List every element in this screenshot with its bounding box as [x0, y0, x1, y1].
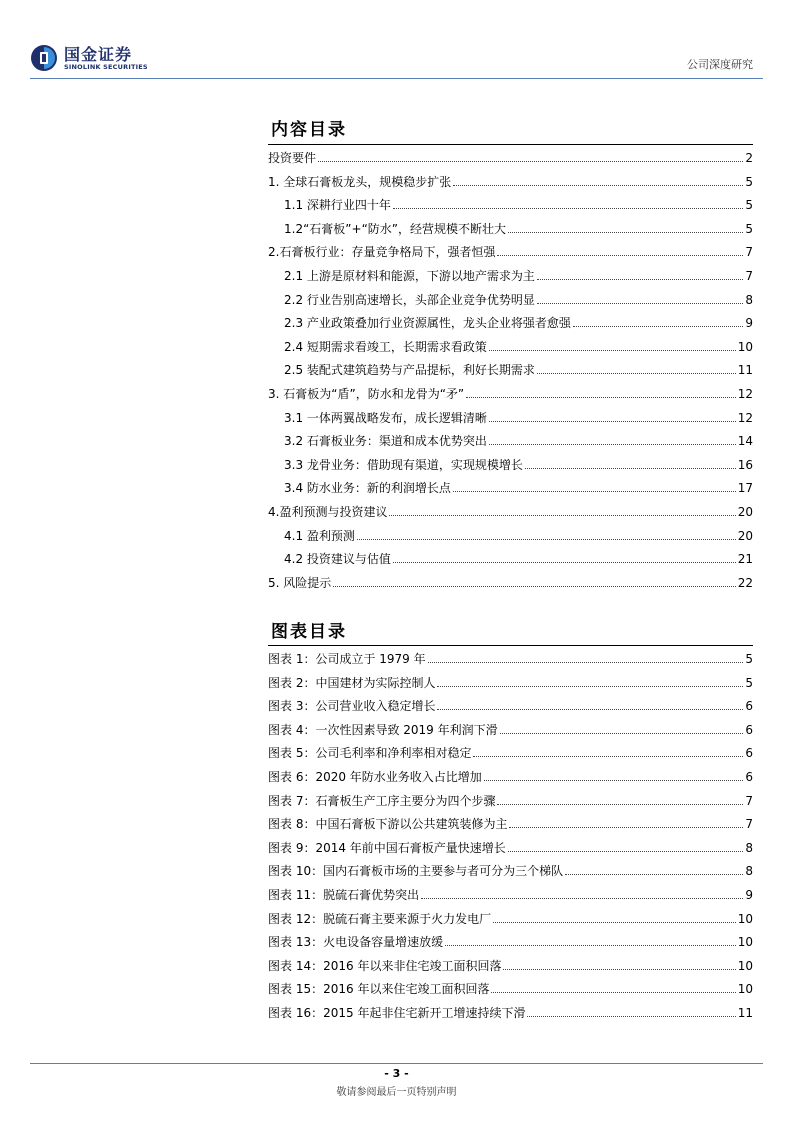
entry-page-number: 17	[737, 481, 753, 496]
figure-entry[interactable]	[268, 929, 753, 949]
entry-page-number: 5	[745, 198, 753, 213]
toc-entry[interactable]	[284, 310, 753, 330]
entry-page-number: 12	[737, 387, 753, 401]
entry-page-number: 10	[737, 911, 753, 926]
entry-page-number: 14	[737, 434, 753, 449]
dot-leader	[428, 662, 744, 663]
dot-leader	[497, 804, 743, 805]
entry-label: 4.1 盈利预测	[284, 528, 355, 543]
entry-label: 1.1 深耕行业四十年	[284, 198, 391, 213]
entry-page-number: 11	[737, 363, 753, 378]
entry-label: 图表 8：中国石膏板下游以公共建筑装修为主	[268, 817, 508, 832]
report-type: 公司深度研究	[687, 58, 753, 71]
entry-page-number: 5	[745, 652, 753, 666]
dot-leader	[333, 586, 735, 587]
toc-entry[interactable]	[284, 475, 753, 495]
entry-label: 2.5 装配式建筑趋势与产品提标，利好长期需求	[284, 363, 535, 378]
entry-label: 图表 4：一次性因素导致 2019 年利润下滑	[268, 722, 498, 737]
figure-entry[interactable]	[268, 835, 753, 855]
entry-label: 图表 13：火电设备容量增速放缓	[268, 935, 444, 950]
entry-label: 图表 6：2020 年防水业务收入占比增加	[268, 770, 482, 784]
dot-leader	[525, 468, 736, 469]
entry-page-number: 5	[745, 221, 753, 236]
dot-leader	[318, 161, 743, 162]
toc-entry[interactable]	[284, 357, 753, 377]
entry-page-number: 8	[745, 292, 753, 307]
dot-leader	[484, 780, 744, 781]
entry-label: 图表 12：脱硫石膏主要来源于火力发电厂	[268, 911, 492, 926]
dot-leader	[357, 539, 736, 540]
figure-entry[interactable]	[268, 670, 753, 690]
entry-page-number: 22	[737, 575, 753, 590]
entry-page-number: 20	[737, 528, 753, 543]
dot-leader	[489, 350, 736, 351]
toc-entry[interactable]	[284, 192, 753, 212]
entry-label: 图表 2：中国建材为实际控制人	[268, 675, 436, 690]
entry-label: 2.1 上游是原材料和能源，下游以地产需求为主	[284, 269, 535, 283]
toc-entry[interactable]	[284, 428, 753, 448]
dot-leader	[393, 562, 736, 563]
figure-entry[interactable]	[268, 811, 753, 831]
dot-leader	[537, 373, 736, 374]
dot-leader	[497, 255, 743, 256]
dot-leader	[573, 326, 743, 327]
entry-page-number: 9	[745, 316, 753, 331]
entry-label: 5. 风险提示	[268, 575, 332, 590]
toc-entry[interactable]	[284, 452, 753, 472]
toc-entry[interactable]	[284, 405, 753, 425]
entry-page-number: 6	[745, 770, 753, 784]
entry-page-number: 7	[745, 269, 753, 283]
entry-page-number: 10	[737, 982, 753, 997]
page-header	[30, 40, 763, 76]
header-divider	[30, 78, 763, 79]
contents-title: 内容目录	[271, 120, 347, 140]
footer-divider	[30, 1063, 763, 1064]
entry-label: 图表 3：公司营业收入稳定增长	[268, 699, 436, 714]
dot-leader	[537, 279, 743, 280]
dot-leader	[527, 1016, 735, 1017]
dot-leader	[389, 515, 735, 516]
entry-page-number: 7	[745, 245, 753, 260]
entry-page-number: 12	[737, 410, 753, 425]
dot-leader	[393, 208, 743, 209]
dot-leader	[453, 185, 743, 186]
dot-leader	[473, 756, 743, 757]
toc-entry[interactable]	[284, 216, 753, 236]
entry-label: 3.1 一体两翼战略发布，成长逻辑清晰	[284, 410, 487, 425]
toc-entry[interactable]	[284, 287, 753, 307]
dot-leader	[466, 397, 736, 398]
figure-entry[interactable]	[268, 858, 753, 878]
figure-entry[interactable]	[268, 882, 753, 902]
figure-entry[interactable]	[268, 764, 753, 784]
dot-leader	[491, 992, 735, 993]
entry-page-number: 9	[745, 888, 753, 902]
entry-label: 图表 14：2016 年以来非住宅竣工面积回落	[268, 958, 502, 973]
entry-label: 3.3 龙骨业务：借助现有渠道，实现规模增长	[284, 457, 523, 472]
entry-page-number: 8	[745, 864, 753, 879]
entry-label: 3. 石膏板为“盾”，防水和龙骨为“矛”	[268, 387, 465, 401]
toc-entry[interactable]	[284, 546, 753, 566]
dot-leader	[508, 851, 744, 852]
entry-page-number: 6	[745, 746, 753, 761]
dot-leader	[437, 686, 743, 687]
figure-entry[interactable]	[268, 953, 753, 973]
entry-label: 图表 10：国内石膏板市场的主要参与者可分为三个梯队	[268, 864, 564, 879]
entry-label: 3.2 石膏板业务：渠道和成本优势突出	[284, 434, 487, 449]
dot-leader	[509, 827, 743, 828]
entry-label: 2.3 产业政策叠加行业资源属性，龙头企业将强者愈强	[284, 316, 571, 331]
toc-entry[interactable]	[268, 570, 753, 590]
entry-page-number: 5	[745, 174, 753, 189]
entry-label: 3.4 防水业务：新的利润增长点	[284, 481, 451, 496]
entry-label: 投资要件	[268, 151, 317, 165]
toc-entry[interactable]	[268, 381, 753, 401]
dot-leader	[508, 232, 743, 233]
figure-entry[interactable]	[268, 646, 753, 666]
figure-entry[interactable]	[268, 906, 753, 926]
entry-page-number: 21	[737, 552, 753, 567]
entry-page-number: 20	[737, 505, 753, 519]
entry-label: 2.2 行业告别高速增长，头部企业竞争优势明显	[284, 292, 535, 307]
dot-leader	[445, 945, 736, 946]
figure-entry[interactable]	[268, 740, 753, 760]
entry-page-number: 7	[745, 817, 753, 832]
figure-entry[interactable]	[268, 1000, 753, 1020]
entry-page-number: 6	[745, 699, 753, 714]
toc-entry[interactable]	[284, 523, 753, 543]
entry-page-number: 2	[745, 151, 753, 165]
entry-label: 1.2“石膏板”+“防水”，经营规模不断壮大	[284, 221, 507, 236]
brand-logo-icon	[30, 44, 58, 72]
entry-label: 2.石膏板行业：存量竞争格局下，强者恒强	[268, 245, 496, 260]
figure-entry[interactable]	[268, 976, 753, 996]
entry-page-number: 10	[737, 935, 753, 950]
entry-label: 图表 1：公司成立于 1979 年	[268, 652, 426, 666]
toc-entry[interactable]	[268, 169, 753, 189]
entry-page-number: 16	[737, 457, 753, 472]
entry-page-number: 10	[737, 339, 753, 354]
footer-disclaimer: 敬请参阅最后一页特别声明	[336, 1087, 457, 1098]
dot-leader	[565, 874, 743, 875]
entry-label: 图表 9：2014 年前中国石膏板产量快速增长	[268, 840, 506, 855]
entry-label: 图表 5：公司毛利率和净利率相对稳定	[268, 746, 472, 761]
dot-leader	[537, 303, 743, 304]
toc-entry[interactable]	[268, 499, 753, 519]
entry-label: 4.2 投资建议与估值	[284, 552, 391, 567]
figure-entry[interactable]	[268, 693, 753, 713]
entry-page-number: 8	[745, 840, 753, 855]
entry-page-number: 7	[745, 793, 753, 808]
entry-page-number: 6	[745, 722, 753, 737]
entry-page-number: 5	[745, 675, 753, 690]
brand-logo	[30, 44, 148, 72]
entry-label: 图表 11：脱硫石膏优势突出	[268, 888, 420, 902]
figures-title: 图表目录	[271, 622, 347, 642]
dot-leader	[493, 922, 736, 923]
dot-leader	[453, 491, 736, 492]
entry-page-number: 11	[737, 1006, 753, 1020]
figure-entry[interactable]	[268, 788, 753, 808]
brand-name-en: SINOLINK SECURITIES	[64, 62, 148, 71]
page-number: - 3 -	[384, 1067, 409, 1080]
entry-label: 2.4 短期需求看竣工，长期需求看政策	[284, 339, 487, 354]
entry-label: 4.盈利预测与投资建议	[268, 505, 388, 519]
brand-name-cn: 国金证券	[64, 44, 133, 64]
dot-leader	[489, 421, 736, 422]
toc-entry[interactable]	[284, 263, 753, 283]
toc-entry[interactable]	[268, 145, 753, 165]
dot-leader	[503, 969, 735, 970]
dot-leader	[500, 733, 744, 734]
toc-entry[interactable]	[268, 239, 753, 259]
figure-entry[interactable]	[268, 717, 753, 737]
dot-leader	[437, 709, 743, 710]
toc-entry[interactable]	[284, 334, 753, 354]
dot-leader	[489, 444, 736, 445]
entry-page-number: 10	[737, 958, 753, 973]
entry-label: 1. 全球石膏板龙头，规模稳步扩张	[268, 174, 452, 189]
entry-label: 图表 7：石膏板生产工序主要分为四个步骤	[268, 793, 496, 808]
dot-leader	[421, 898, 743, 899]
entry-label: 图表 16：2015 年起非住宅新开工增速持续下滑	[268, 1006, 526, 1020]
entry-label: 图表 15：2016 年以来住宅竣工面积回落	[268, 982, 490, 997]
